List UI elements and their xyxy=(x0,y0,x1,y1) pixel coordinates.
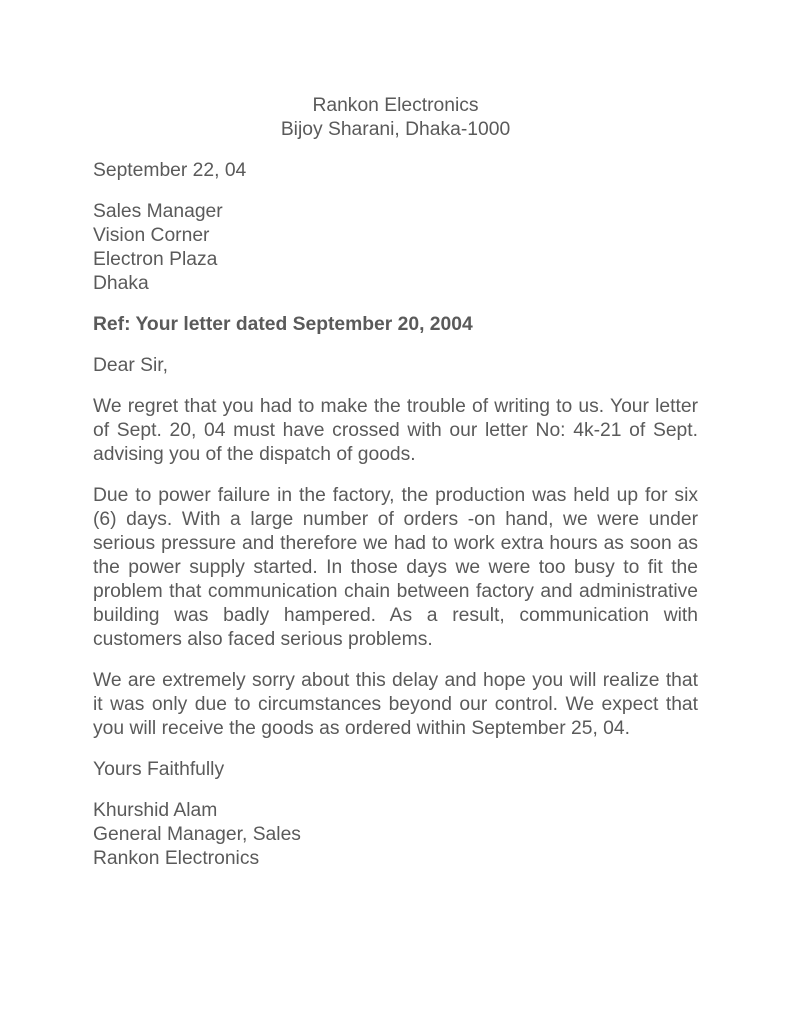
body-paragraph-3: We are extremely sorry about this delay and hope you will realize that it was only due to circumstances beyond our control. We expect that you will receive the goods as ordered within September 25, 04. xyxy=(93,670,698,739)
signature-position: General Manager, Sales xyxy=(93,824,301,845)
reference-line: Ref: Your letter dated September 20, 2004 xyxy=(93,314,473,335)
signature-company: Rankon Electronics xyxy=(93,848,260,869)
letterhead-address: Bijoy Sharani, Dhaka-1000 xyxy=(280,119,511,140)
recipient-company: Vision Corner xyxy=(93,225,210,246)
body-paragraph-1: We regret that you had to make the trouble of writing to us. Your letter of Sept. 20, 04 must have crossed with our letter No: 4k-21 of Sept. advising you of the dispatch of goods. xyxy=(93,396,698,465)
recipient-building: Electron Plaza xyxy=(93,249,218,270)
letterhead xyxy=(93,94,698,142)
closing: Yours Faithfully xyxy=(93,759,225,780)
signature-block xyxy=(93,799,698,871)
recipient-city: Dhaka xyxy=(93,273,149,294)
letterhead-company: Rankon Electronics xyxy=(312,95,479,116)
recipient-address xyxy=(93,200,698,296)
body-paragraph-2: Due to power failure in the factory, the production was held up for six (6) days. With a large number of orders -on hand, we were under serious pressure and therefore we had to work extra hours as soon as the power supply started. In those days we were too busy to fit the problem that communication chain between factory and administrative building was badly hampered. As a result, communication with customers also faced serious problems. xyxy=(93,485,698,650)
letter-date: September 22, 04 xyxy=(93,160,247,181)
recipient-title: Sales Manager xyxy=(93,201,223,222)
salutation: Dear Sir, xyxy=(93,355,169,376)
signature-name: Khurshid Alam xyxy=(93,800,218,821)
letter-page xyxy=(93,94,698,871)
